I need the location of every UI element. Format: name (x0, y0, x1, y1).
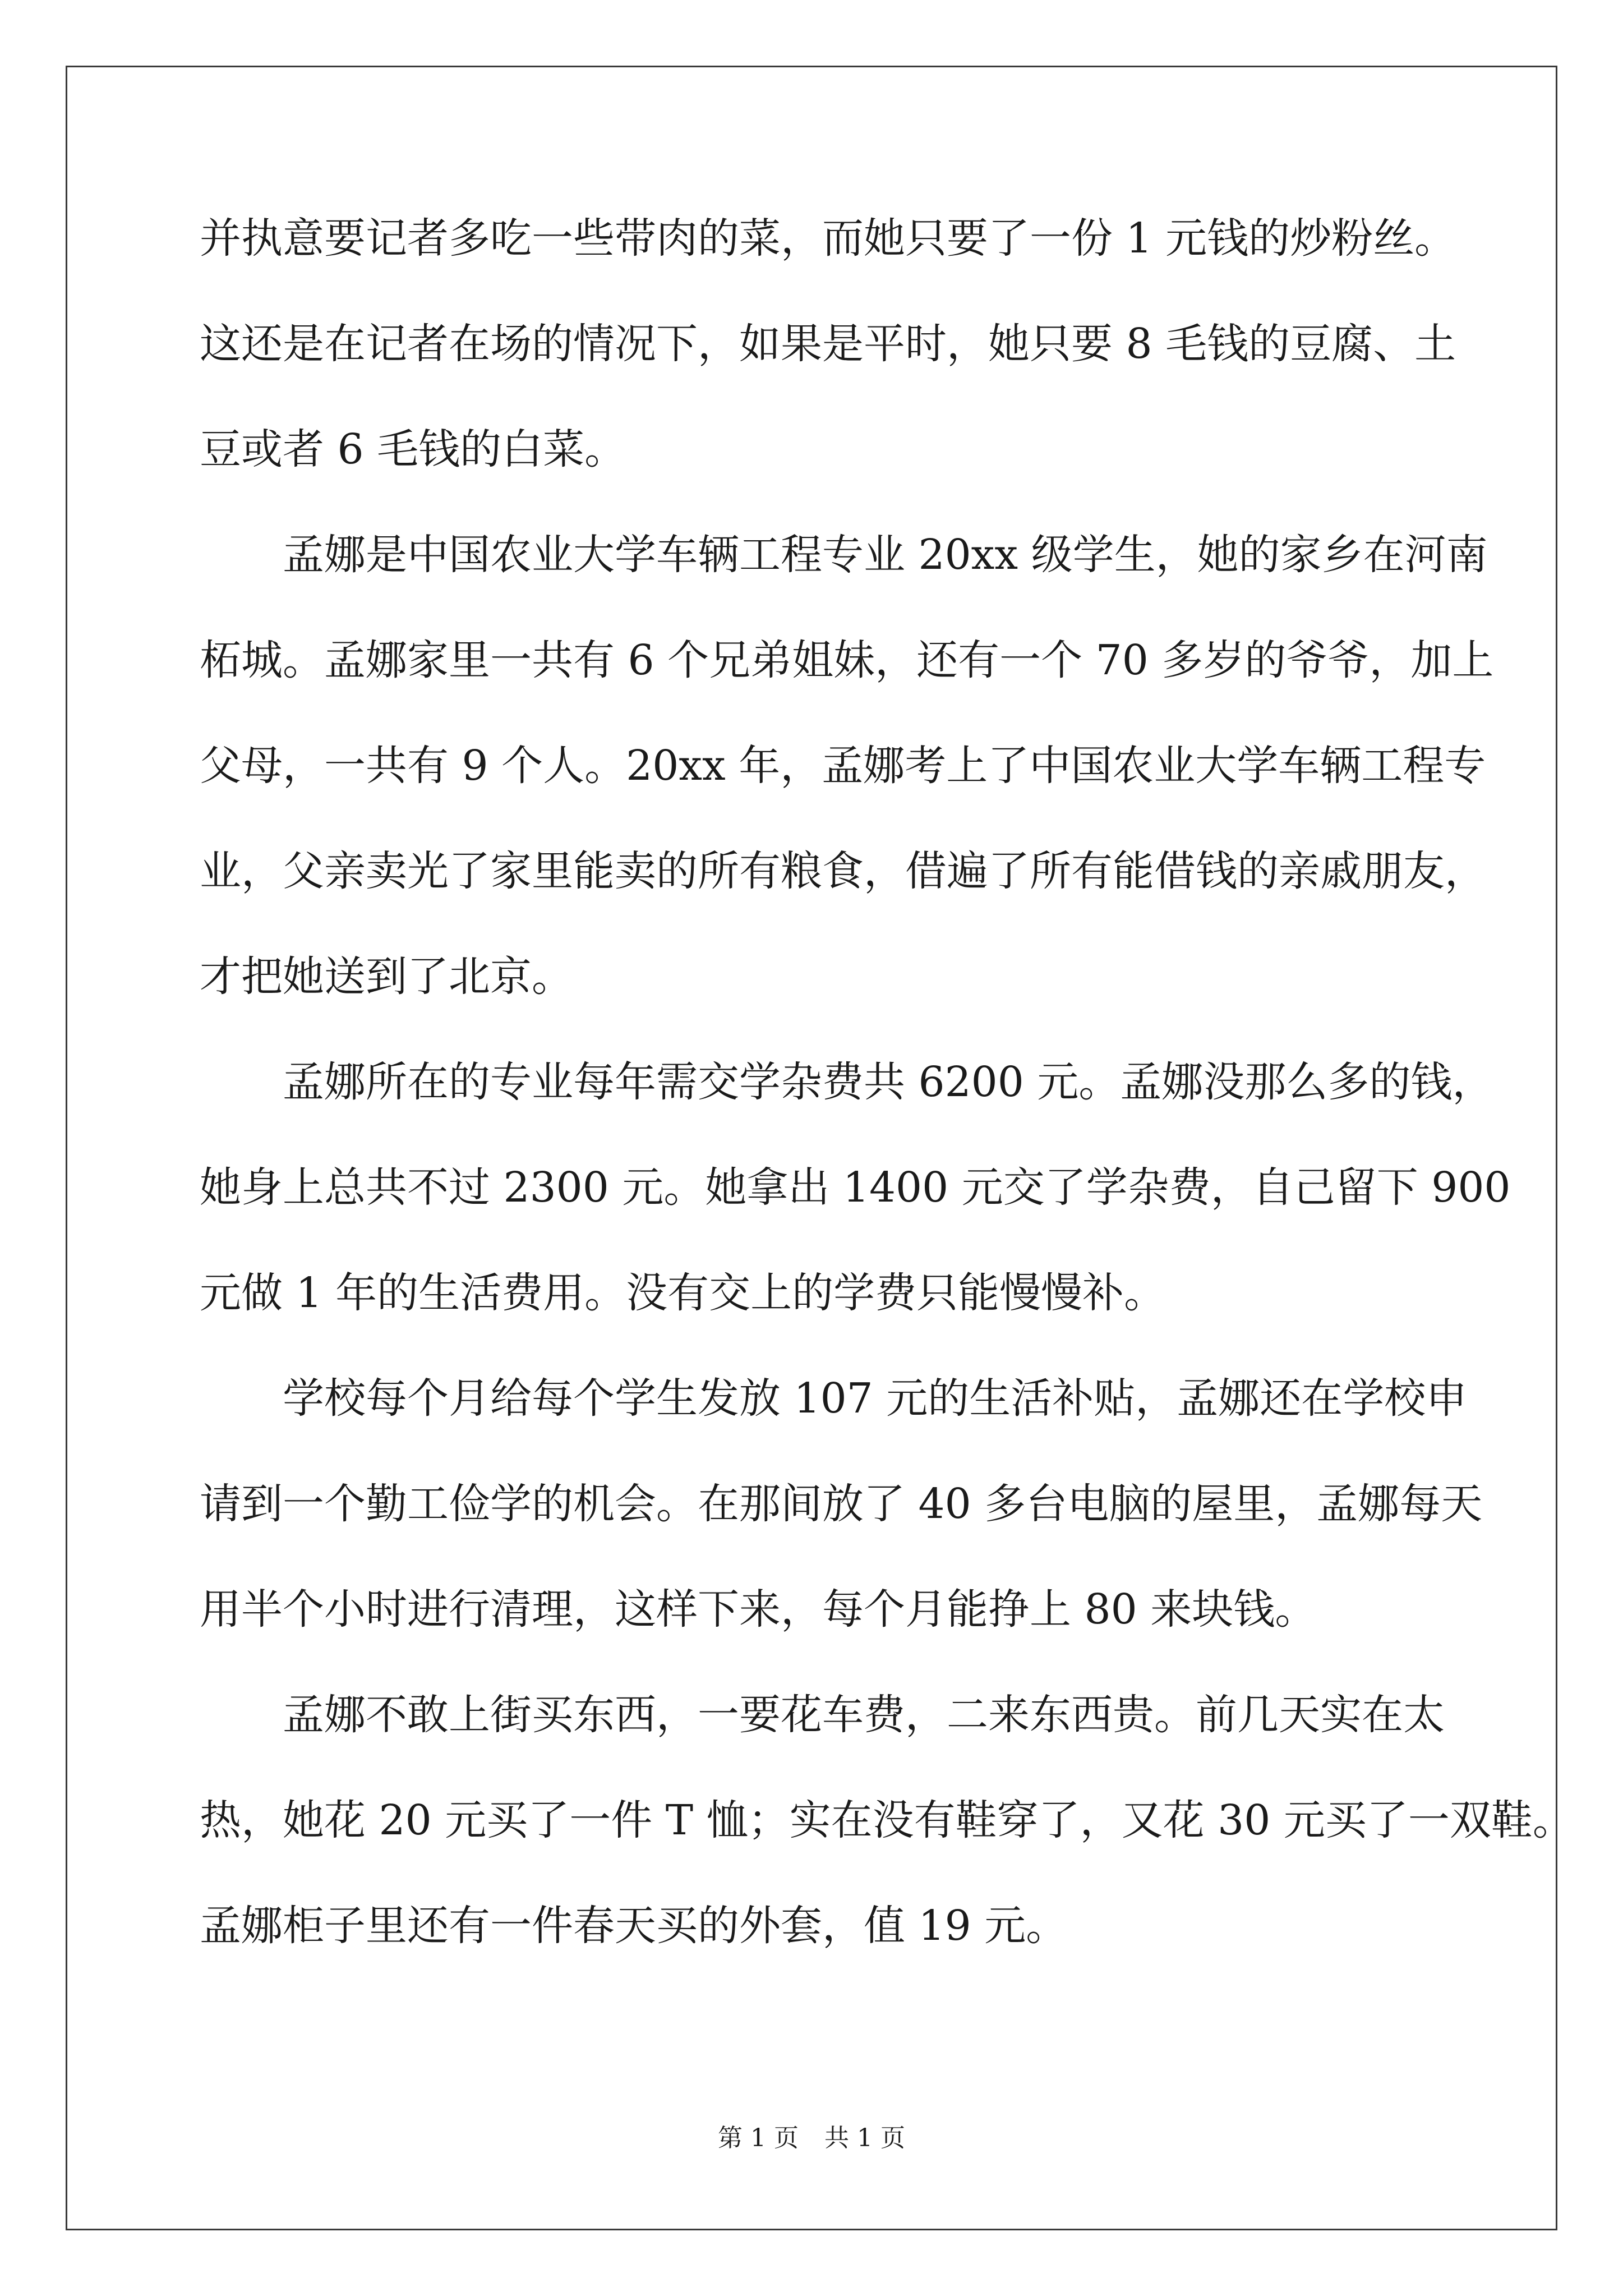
text-line: 热，她花 20 元买了一件 T 恤；实在没有鞋穿了，又花 30 元买了一双鞋。 (200, 1796, 1574, 1844)
text-line: 豆或者 6 毛钱的白菜。 (200, 425, 626, 473)
text-line: 她身上总共不过 2300 元。她拿出 1400 元交了学杂费，自己留下 900 (200, 1163, 1511, 1212)
page-number: 第 1 页 (718, 2124, 799, 2152)
text-line: 柘城。孟娜家里一共有 6 个兄弟姐妹，还有一个 70 多岁的爷爷，加上 (200, 636, 1494, 684)
page-footer (0, 2122, 1623, 2155)
text-line: 孟娜不敢上街买东西，一要花车费，二来东西贵。前几天实在太 (283, 1691, 1445, 1739)
text-line: 父母，一共有 9 个人。20xx 年，孟娜考上了中国农业大学车辆工程专 (200, 742, 1486, 790)
text-line: 孟娜所在的专业每年需交学杂费共 6200 元。孟娜没那么多的钱， (283, 1058, 1494, 1106)
text-line: 并执意要记者多吃一些带肉的菜，而她只要了一份 1 元钱的炒粉丝。 (200, 214, 1456, 263)
text-line: 才把她送到了北京。 (200, 953, 573, 1001)
text-line: 业，父亲卖光了家里能卖的所有粮食，借遍了所有能借钱的亲戚朋友， (200, 847, 1486, 895)
text-line: 这还是在记者在场的情况下，如果是平时，她只要 8 毛钱的豆腐、土 (200, 320, 1456, 368)
text-line: 学校每个月给每个学生发放 107 元的生活补贴，孟娜还在学校申 (283, 1374, 1468, 1423)
text-line: 孟娜柜子里还有一件春天买的外套，值 19 元。 (200, 1902, 1068, 1950)
page-total: 共 1 页 (824, 2124, 905, 2152)
text-line: 孟娜是中国农业大学车辆工程专业 20xx 级学生，她的家乡在河南 (283, 531, 1488, 579)
text-line: 元做 1 年的生活费用。没有交上的学费只能慢慢补。 (200, 1269, 1166, 1317)
text-line: 用半个小时进行清理，这样下来，每个月能挣上 80 来块钱。 (200, 1585, 1317, 1634)
document-body (200, 210, 1574, 2003)
text-line: 请到一个勤工俭学的机会。在那间放了 40 多台电脑的屋里，孟娜每天 (200, 1480, 1483, 1528)
